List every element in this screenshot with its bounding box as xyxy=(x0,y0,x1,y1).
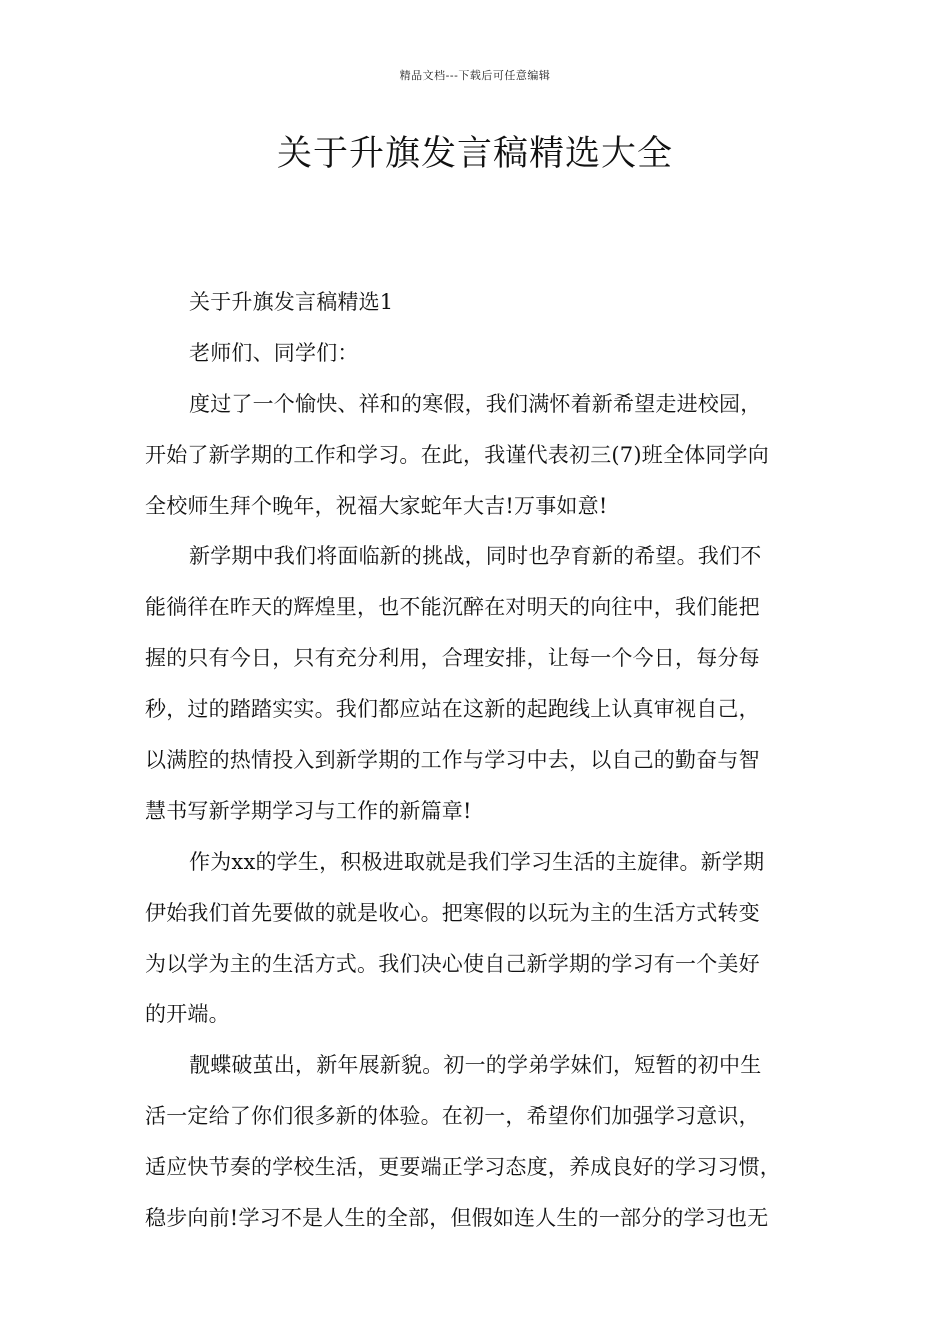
paragraph-line: 为以学为主的生活方式。我们决心使自己新学期的学习有一个美好 xyxy=(145,951,760,976)
paragraph-line: 活一定给了你们很多新的体验。在初一，希望你们加强学习意识， xyxy=(145,1104,760,1129)
salutation: 老师们、同学们： xyxy=(189,340,359,365)
section-heading: 关于升旗发言稿精选1 xyxy=(189,290,394,314)
paragraph-line: 开始了新学期的工作和学习。在此，我谨代表初三(7)班全体同学向 xyxy=(145,442,769,467)
paragraph-line: 的开端。 xyxy=(145,1002,230,1027)
paragraph-line: 握的只有今日，只有充分利用，合理安排，让每一个今日，每分每 xyxy=(145,646,760,671)
paragraph-line: 度过了一个愉快、祥和的寒假，我们满怀着新希望走进校园， xyxy=(189,391,762,416)
paragraph-line: 稳步向前!学习不是人生的全部，但假如连人生的一部分的学习也无 xyxy=(145,1206,769,1231)
header-note: 精品文档---下载后可任意编辑 xyxy=(399,69,551,82)
paragraph-line: 新学期中我们将面临新的挑战，同时也孕育新的希望。我们不 xyxy=(189,544,762,569)
document-title: 关于升旗发言稿精选大全 xyxy=(276,134,673,174)
paragraph-line: 秒，过的踏踏实实。我们都应站在这新的起跑线上认真审视自己， xyxy=(145,697,760,722)
paragraph-line: 能徜徉在昨天的辉煌里，也不能沉醉在对明天的向往中，我们能把 xyxy=(145,595,760,620)
document-body xyxy=(145,282,825,1249)
paragraph-line: 以满腔的热情投入到新学期的工作与学习中去，以自己的勤奋与智 xyxy=(145,748,760,773)
paragraph-line: 作为xx的学生，积极进取就是我们学习生活的主旋律。新学期 xyxy=(189,849,765,874)
paragraph-line: 全校师生拜个晚年，祝福大家蛇年大吉!万事如意! xyxy=(145,493,608,518)
paragraph-line: 适应快节奏的学校生活，更要端正学习态度，养成良好的学习习惯， xyxy=(145,1155,781,1180)
paragraph-line: 靓蝶破茧出，新年展新貌。初一的学弟学妹们，短暂的初中生 xyxy=(189,1053,762,1078)
paragraph-line: 伊始我们首先要做的就是收心。把寒假的以玩为主的生活方式转变 xyxy=(145,900,760,925)
paragraph-line: 慧书写新学期学习与工作的新篇章! xyxy=(145,798,472,823)
